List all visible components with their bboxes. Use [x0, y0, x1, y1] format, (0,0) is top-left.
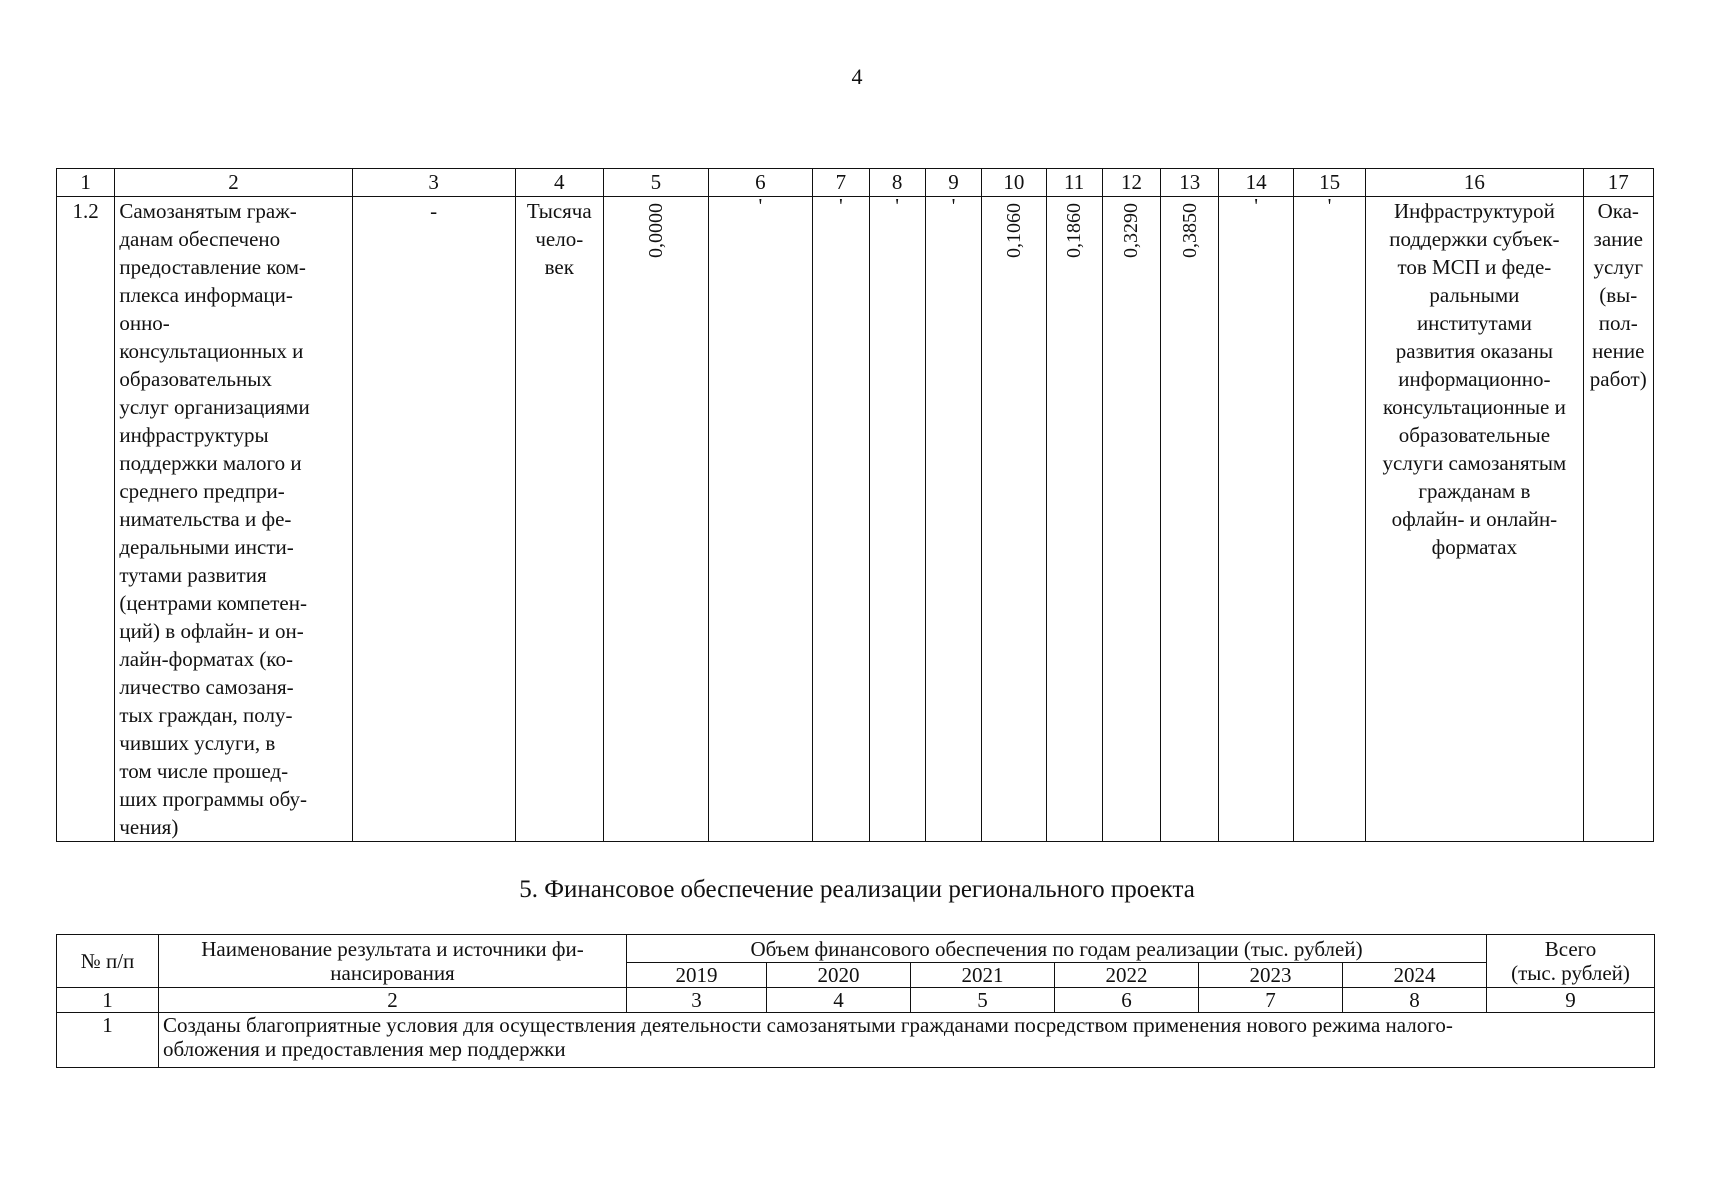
text-line: Инфраструктурой [1393, 199, 1555, 223]
value-text: 0,0000 [644, 203, 667, 258]
base-value-cell [604, 197, 709, 842]
text-line: поддержки субъек- [1389, 227, 1560, 251]
numbering-cell: 8 [1343, 988, 1487, 1013]
value-text: 0,1860 [1063, 203, 1086, 258]
text-line: услуг [1593, 255, 1643, 279]
text-line: развития оказаны [1395, 339, 1554, 363]
numbering-cell: 7 [1199, 988, 1343, 1013]
text-line: Всего [1544, 937, 1597, 961]
header-cell: 13 [1161, 169, 1219, 197]
text-line: чивших услуги, в [119, 731, 276, 755]
header-cell: 3 [352, 169, 515, 197]
text-line: тутами развития [119, 563, 267, 587]
numbering-cell: 4 [767, 988, 911, 1013]
text-line: инфраструктуры [119, 423, 269, 447]
header-cell: 8 [869, 169, 925, 197]
text-line: гражданам в [1418, 479, 1531, 503]
header-cell: 10 [982, 169, 1046, 197]
header-cell: 14 [1219, 169, 1293, 197]
numbering-row [57, 988, 1655, 1013]
header-cell: 1 [57, 169, 115, 197]
financing-table [56, 934, 1655, 1068]
header-cell: 4 [515, 169, 603, 197]
year-cell: 2021 [911, 963, 1055, 988]
text-line: онно- [119, 311, 170, 335]
result-name-cell [159, 1013, 1655, 1068]
text-line: нение [1592, 339, 1645, 363]
numbering-cell: 1 [57, 988, 159, 1013]
text-line: поддержки малого и [119, 451, 302, 475]
row-number: 1.2 [57, 197, 115, 842]
text-line: данам обеспечено [119, 227, 281, 251]
text-line: образовательные [1398, 423, 1551, 447]
text-line: Ока- [1597, 199, 1639, 223]
text-line: Наименование результата и источники фи- [201, 937, 584, 961]
header-cell: 12 [1102, 169, 1160, 197]
text-line: предоставление ком- [119, 255, 306, 279]
value-text: 0,3850 [1178, 203, 1201, 258]
text-line: Самозанятым граж- [119, 199, 297, 223]
text-line: век [544, 255, 574, 279]
unit-cell [515, 197, 603, 842]
text-line: пол- [1598, 311, 1638, 335]
header-cell: 2 [115, 169, 352, 197]
text-line: офлайн- и онлайн- [1391, 507, 1558, 531]
text-line: том числе прошед- [119, 759, 289, 783]
text-line: тых граждан, полу- [119, 703, 293, 727]
text-line: Созданы благоприятные условия для осуществления деятельности самозанятыми гражданами посредством применения нового режима налого- [163, 1013, 1453, 1037]
indicators-table [56, 168, 1654, 842]
value-cell-col13 [1161, 197, 1219, 842]
value-cell-col11 [1046, 197, 1102, 842]
year-cell: 2019 [627, 963, 767, 988]
header-cell: 6 [708, 169, 813, 197]
value-text: 0,3290 [1120, 203, 1143, 258]
value-cell-col8: ' [869, 197, 925, 842]
header-cell: 9 [925, 169, 981, 197]
header-cell: 17 [1583, 169, 1654, 197]
table-row [57, 1013, 1655, 1068]
value-cell-col15: ' [1293, 197, 1365, 842]
value-cell-col10 [982, 197, 1046, 842]
text-line: ций) в офлайн- и он- [119, 619, 304, 643]
text-line: информационно- [1398, 367, 1551, 391]
year-cell: 2023 [1199, 963, 1343, 988]
text-line: институтами [1416, 311, 1532, 335]
value-text: 0,1060 [1002, 203, 1025, 258]
value-cell-col9: ' [925, 197, 981, 842]
text-line: обложения и предоставления мер поддержки [163, 1037, 566, 1061]
value-cell-col12 [1102, 197, 1160, 842]
value-cell-2019: ' [708, 197, 813, 842]
type-cell [1583, 197, 1654, 842]
year-cell: 2024 [1343, 963, 1487, 988]
text-line: (центрами компетен- [119, 591, 307, 615]
header-cell: 7 [813, 169, 869, 197]
text-line: нимательства и фе- [119, 507, 292, 531]
text-line: деральными инсти- [119, 535, 294, 559]
text-line: тов МСП и феде- [1397, 255, 1552, 279]
numbering-cell: 2 [159, 988, 627, 1013]
header-cell: 5 [604, 169, 709, 197]
text-line: чело- [535, 227, 584, 251]
text-line: услуг организациями [119, 395, 310, 419]
text-line: (тыс. рублей) [1511, 961, 1630, 985]
text-line: (вы- [1599, 283, 1638, 307]
table-header-row [57, 169, 1654, 197]
text-line: консультационные и [1382, 395, 1566, 419]
text-line: ших программы обу- [119, 787, 307, 811]
header-cell: 11 [1046, 169, 1102, 197]
text-line: форматах [1431, 535, 1518, 559]
col3-cell: - [352, 197, 515, 842]
header-volume-cell: Объем финансового обеспечения по годам реализации (тыс. рублей) [627, 935, 1487, 963]
text-line: личество самозаня- [119, 675, 294, 699]
table-row [57, 197, 1654, 842]
characteristic-cell [1366, 197, 1583, 842]
value-cell-col7: ' [813, 197, 869, 842]
numbering-cell: 5 [911, 988, 1055, 1013]
row-number: 1 [57, 1013, 159, 1068]
numbering-cell: 9 [1487, 988, 1655, 1013]
text-line: плекса информаци- [119, 283, 293, 307]
text-line: образовательных [119, 367, 272, 391]
text-line: консультационных и [119, 339, 304, 363]
numbering-cell: 6 [1055, 988, 1199, 1013]
text-line: работ) [1589, 367, 1647, 391]
text-line: Тысяча [526, 199, 592, 223]
section-title: 5. Финансовое обеспечение реализации регионального проекта [519, 876, 1195, 903]
header-cell: 16 [1366, 169, 1583, 197]
header-cell: 15 [1293, 169, 1365, 197]
result-name-cell [115, 197, 352, 842]
year-cell: 2020 [767, 963, 911, 988]
text-line: чения) [119, 815, 179, 839]
text-line: среднего предпри- [119, 479, 285, 503]
page-number: 4 [851, 64, 863, 89]
table-header-row [57, 935, 1655, 963]
value-cell-col14: ' [1219, 197, 1293, 842]
text-line: ральными [1429, 283, 1520, 307]
numbering-cell: 3 [627, 988, 767, 1013]
text-line: услуги самозанятым [1382, 451, 1567, 475]
text-line: нансирования [330, 961, 455, 985]
header-total-cell [1487, 935, 1655, 988]
header-name-cell [159, 935, 627, 988]
year-cell: 2022 [1055, 963, 1199, 988]
header-number-cell: № п/п [57, 935, 159, 988]
text-line: лайн-форматах (ко- [119, 647, 293, 671]
text-line: зание [1593, 227, 1643, 251]
